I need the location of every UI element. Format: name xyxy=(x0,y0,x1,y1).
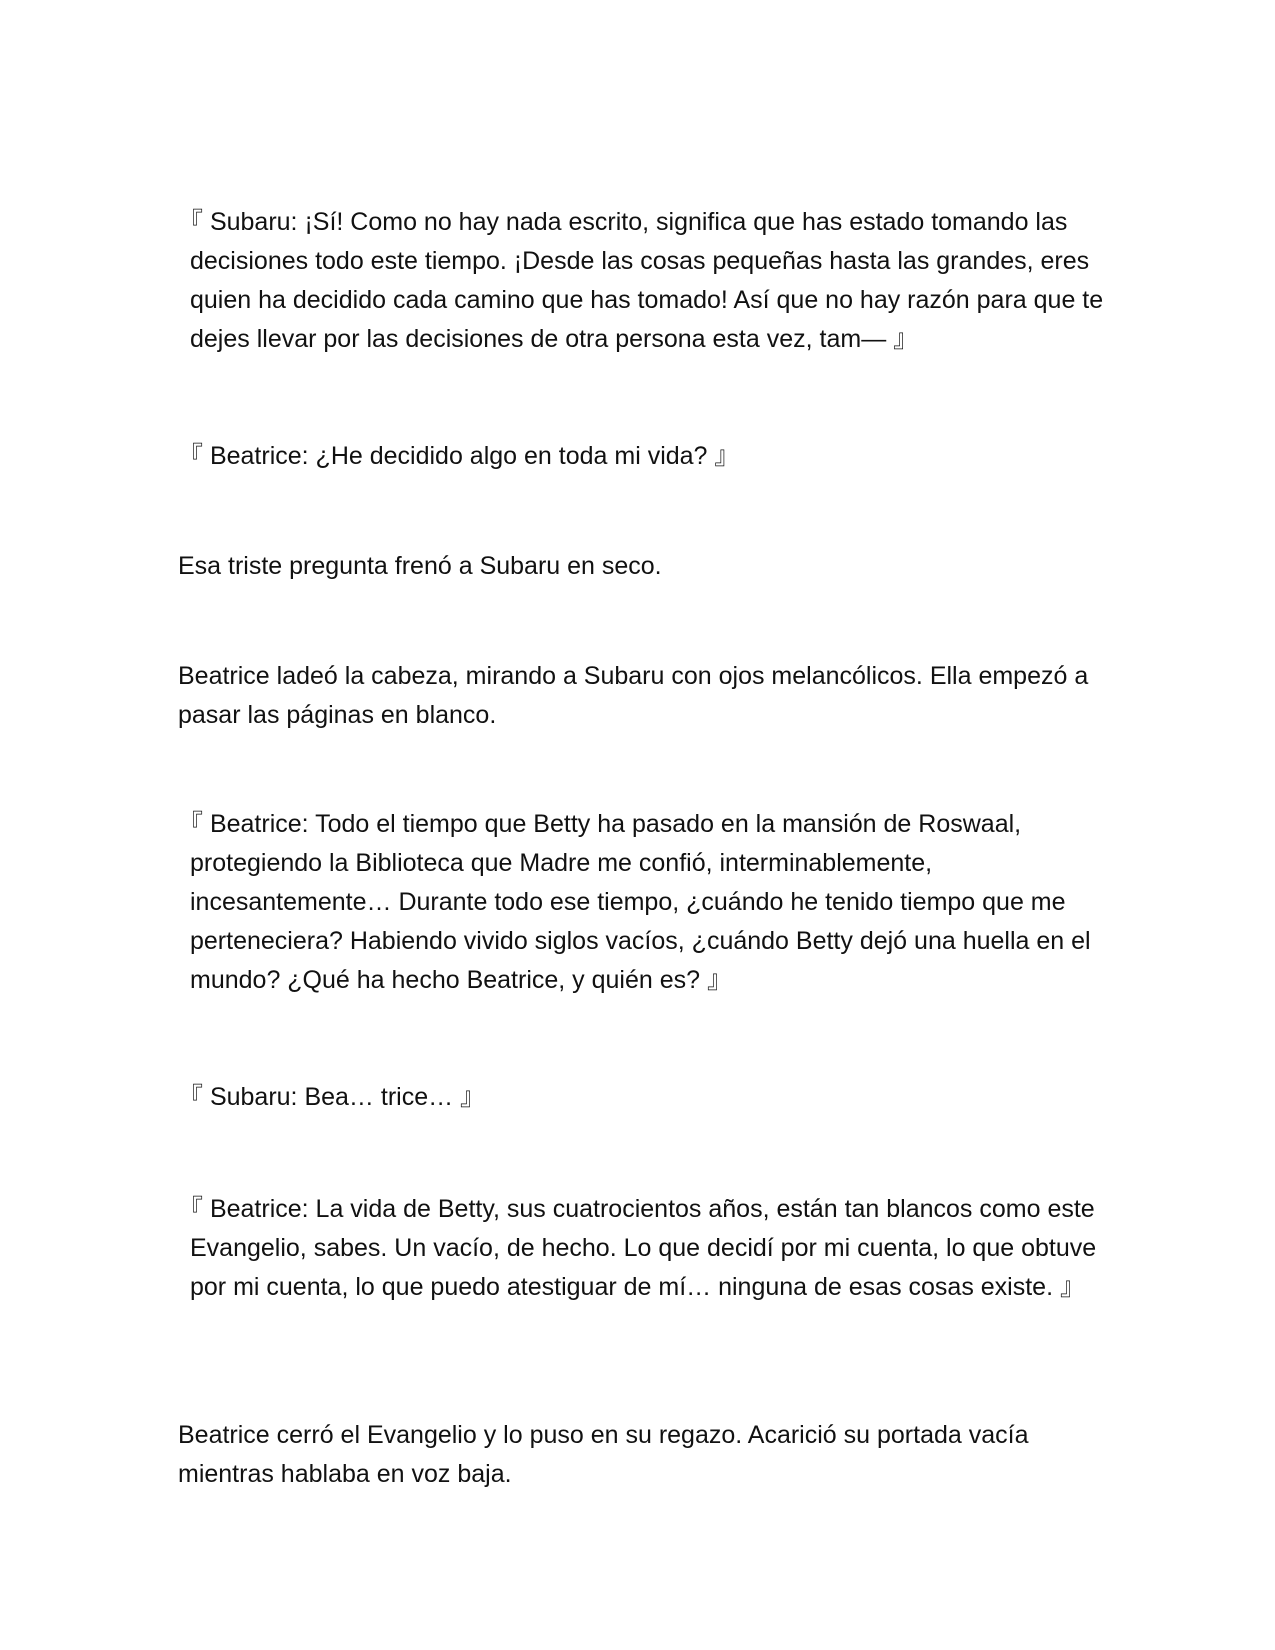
paragraph-beatrice-dialogue-2: 『 Beatrice: Todo el tiempo que Betty ha pasado en la mansión de Roswaal, protegiendo la Biblioteca que Madre me confió, interminablemente, incesantemente… Durante todo ese tiempo, ¿cuándo he tenido tiempo que me perteneciera? Habiendo vivido siglos vacíos, ¿cuándo Betty dejó una huella en el mundo? ¿Qué ha hecho Beatrice, y quién es? 』 xyxy=(178,810,1091,994)
paragraph-narration-2: Beatrice ladeó la cabeza, mirando a Subaru con ojos melancólicos. Ella empezó a pasar las páginas en blanco. xyxy=(178,662,1089,729)
paragraph-beatrice-dialogue-3: 『 Beatrice: La vida de Betty, sus cuatrocientos años, están tan blancos como este Evangelio, sabes. Un vacío, de hecho. Lo que decidí por mi cuenta, lo que obtuve por mi cuenta, lo que puedo atestiguar de mí… ninguna de esas cosas existe. 』 xyxy=(178,1195,1097,1301)
paragraph-narration-3: Beatrice cerró el Evangelio y lo puso en su regazo. Acarició su portada vacía mientras hablaba en voz baja. xyxy=(178,1421,1029,1488)
paragraph-subaru-dialogue-1: 『 Subaru: ¡Sí! Como no hay nada escrito, significa que has estado tomando las decisiones todo este tiempo. ¡Desde las cosas pequeñas hasta las grandes, eres quien ha decidido cada camino que has tomado! Así que no hay razón para que te dejes llevar por las decisiones de otra persona esta vez, tam— 』 xyxy=(178,208,1104,353)
paragraph-narration-1: Esa triste pregunta frenó a Subaru en seco. xyxy=(178,552,662,580)
paragraph-subaru-dialogue-2: 『 Subaru: Bea… trice… 』 xyxy=(178,1083,486,1111)
paragraph-beatrice-dialogue-1: 『 Beatrice: ¿He decidido algo en toda mi vida? 』 xyxy=(178,442,740,470)
